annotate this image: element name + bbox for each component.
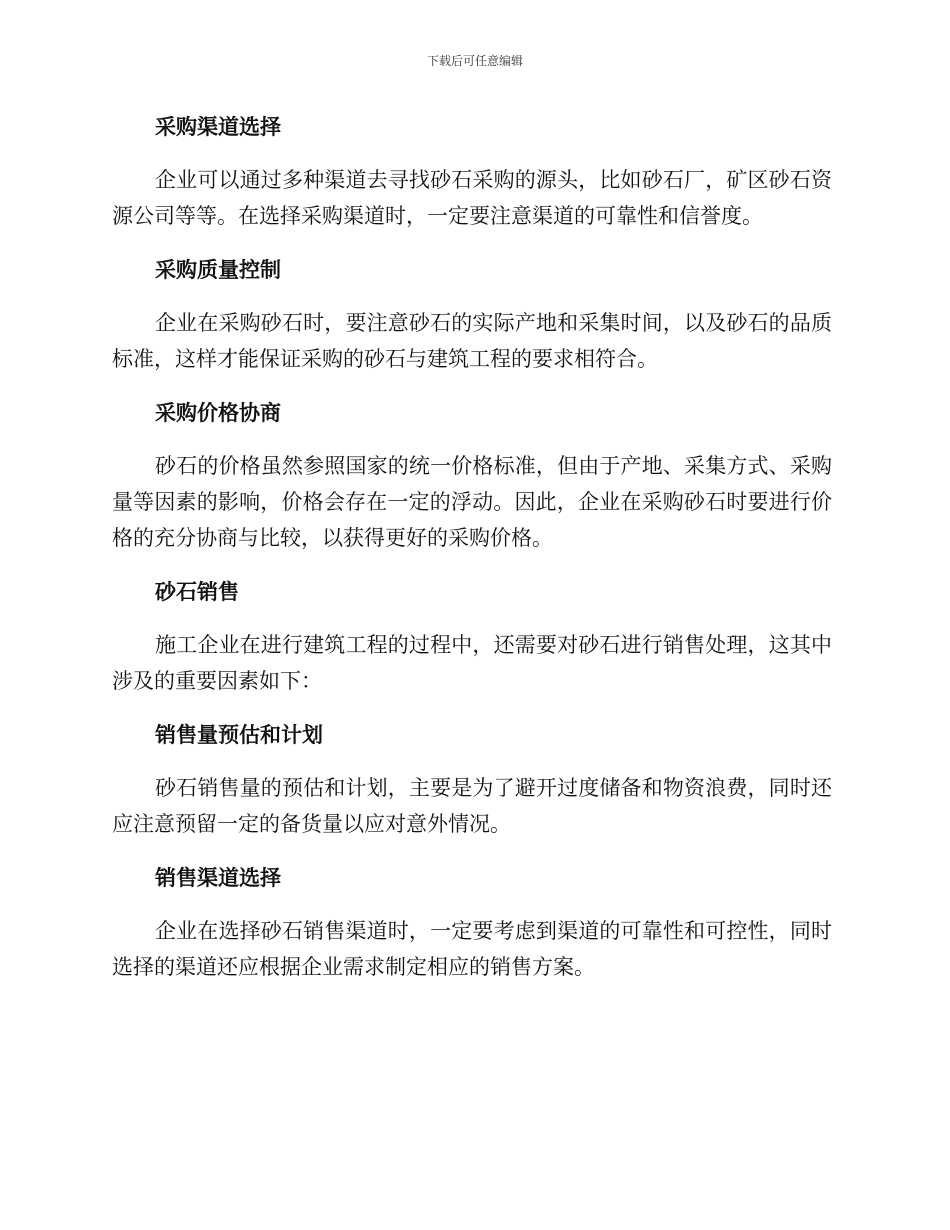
section-purchase-channel [112,110,832,234]
section-paragraph: 企业可以通过多种渠道去寻找砂石采购的源头，比如砂石厂，矿区砂石资源公司等等。在选择采购渠道时，一定要注意渠道的可靠性和信誉度。 [112,168,832,228]
section-paragraph: 施工企业在进行建筑工程的过程中，还需要对砂石进行销售处理，这其中涉及的重要因素如下： [112,633,832,693]
section-paragraph: 企业在选择砂石销售渠道时，一定要考虑到渠道的可靠性和可控性，同时选择的渠道还应根据企业需求制定相应的销售方案。 [112,919,832,979]
section-sand-sales [112,575,832,699]
document-body [112,110,832,1004]
section-heading: 销售量预估和计划 [155,723,323,747]
section-heading: 采购质量控制 [155,258,281,282]
page-header: 下载后可任意编辑 [426,54,523,68]
section-paragraph: 砂石销售量的预估和计划，主要是为了避开过度储备和物资浪费，同时还应注意预留一定的备货量以应对意外情况。 [112,776,832,836]
section-paragraph: 砂石的价格虽然参照国家的统一价格标准，但由于产地、采集方式、采购量等因素的影响，价格会存在一定的浮动。因此，企业在采购砂石时要进行价格的充分协商与比较，以获得更好的采购价格。 [112,454,832,550]
section-heading: 销售渠道选择 [155,866,281,890]
section-purchase-price [112,396,832,556]
section-purchase-quality [112,253,832,377]
section-sales-channel [112,861,832,985]
section-sales-forecast [112,718,832,842]
section-paragraph: 企业在采购砂石时，要注意砂石的实际产地和采集时间，以及砂石的品质标准，这样才能保证采购的砂石与建筑工程的要求相符合。 [112,311,832,371]
section-heading: 采购渠道选择 [155,115,281,139]
section-heading: 采购价格协商 [155,401,281,425]
section-heading: 砂石销售 [155,580,239,604]
